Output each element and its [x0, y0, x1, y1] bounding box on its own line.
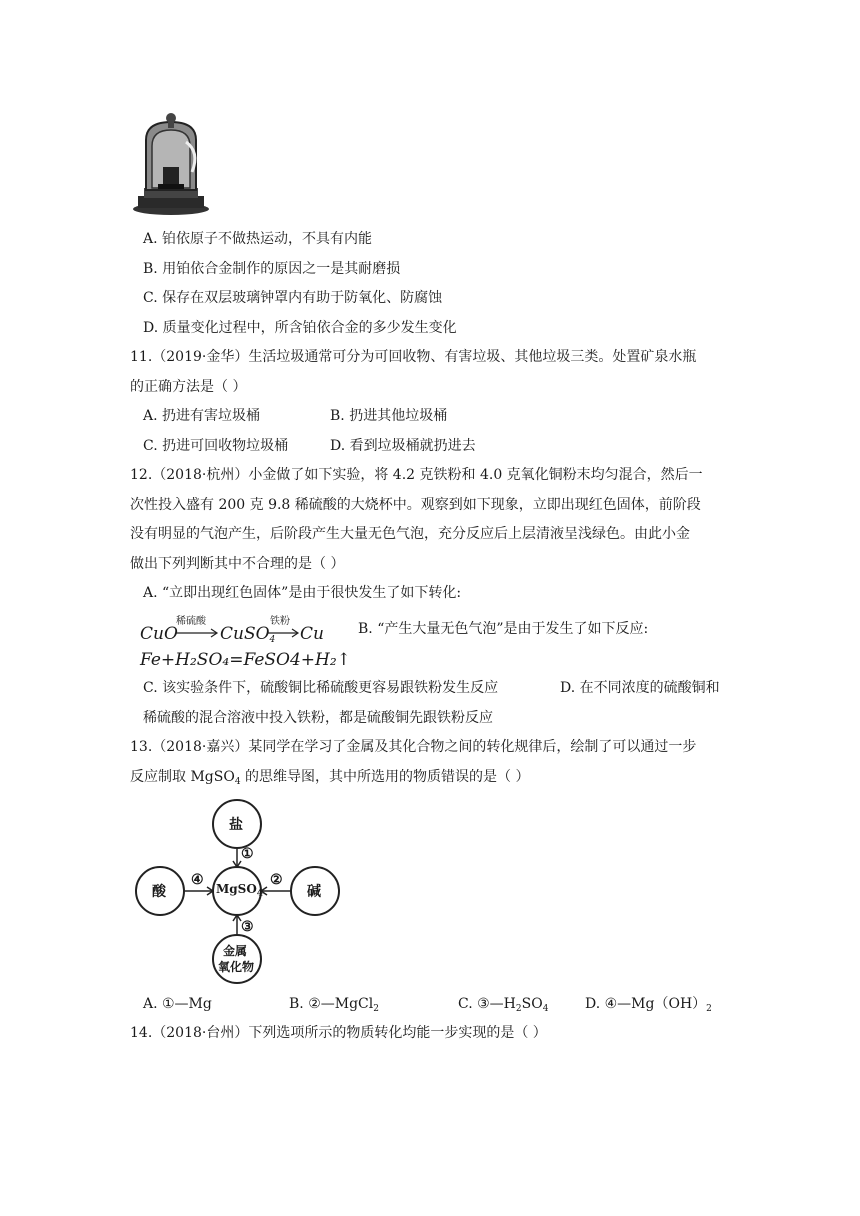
label-1: ①	[241, 846, 254, 862]
bell-jar-figure	[130, 112, 212, 216]
arrow-right-icon	[176, 628, 220, 638]
q13-stem-line1: 13.（2018·嘉兴）某同学在学习了金属及其化合物之间的转化规律后，绘制了可以通过一步	[130, 739, 697, 755]
q10-option-c: C. 保存在双层玻璃钟罩内有助于防氧化、防腐蚀	[143, 290, 443, 306]
q13-stem-line2: 反应制取 MgSO$_4$ 的思维导图，其中所选用的物质错误的是（ ）	[130, 769, 530, 787]
q12-option-d-line1: D. 在不同浓度的硫酸铜和	[560, 680, 720, 696]
q12-option-b: B. “产生大量无色气泡”是由于发生了如下反应:	[358, 621, 649, 637]
eq-arrow2-label: 铁粉	[270, 616, 290, 627]
q12-stem-line4: 做出下列判断其中不合理的是（ ）	[130, 556, 345, 572]
q12-option-d-line2: 稀硫酸的混合溶液中投入铁粉，都是硫酸铜先跟铁粉反应	[143, 710, 493, 726]
eq-cuso: CuSO	[220, 624, 270, 644]
q10-option-a: A. 铂依原子不做热运动，不具有内能	[143, 231, 373, 247]
q11-stem-line2: 的正确方法是（ ）	[130, 379, 247, 395]
node-oxide: 氧化物	[218, 960, 255, 974]
q12-option-a: A. “立即出现红色固体”是由于很快发生了如下转化:	[143, 585, 462, 601]
label-2: ②	[270, 872, 283, 888]
q11-option-c: C. 扔进可回收物垃圾桶	[143, 438, 289, 454]
eq-cuso-sub: 4	[269, 635, 276, 645]
q12-equation-a	[140, 614, 340, 648]
label-3: ③	[241, 919, 254, 935]
node-base: 碱	[307, 884, 321, 900]
arrow-right-icon	[267, 628, 301, 638]
q11-option-d: D. 看到垃圾桶就扔进去	[330, 438, 476, 454]
eq-cu: Cu	[300, 624, 324, 644]
node-center: MgSO$_4$	[216, 882, 264, 899]
q12-stem-line3: 没有明显的气泡产生，后阶段产生大量无色气泡，充分反应后上层清液呈浅绿色。由此小金	[130, 526, 690, 542]
q12-stem-line1: 12.（2018·杭州）小金做了如下实验，将 4.2 克铁粉和 4.0 克氧化铜粉末均匀混合，然后一	[130, 467, 703, 483]
eq-cuo: CuO	[140, 624, 178, 644]
q14-stem-line1: 14.（2018·台州）下列选项所示的物质转化均能一步实现的是（ ）	[130, 1025, 547, 1041]
label-4: ④	[191, 872, 204, 888]
q12-option-c: C. 该实验条件下，硫酸铜比稀硫酸更容易跟铁粉发生反应	[143, 680, 499, 696]
q10-option-b: B. 用铂依合金制作的原因之一是其耐磨损	[143, 261, 401, 277]
node-acid: 酸	[152, 884, 166, 900]
node-salt: 盐	[229, 817, 243, 833]
q13-option-a: A. ①—Mg	[143, 996, 212, 1012]
q12-equation-b: Fe+H₂SO₄=FeSO4+H₂↑	[140, 650, 351, 670]
q10-option-d: D. 质量变化过程中，所含铂依合金的多少发生变化	[143, 320, 457, 336]
mgso4-mind-map	[130, 792, 350, 987]
q11-option-a: A. 扔进有害垃圾桶	[143, 408, 261, 424]
q13-option-d: D. $④—Mg(OH)_2$	[585, 996, 712, 1014]
eq-arrow1-label: 稀硫酸	[176, 616, 206, 627]
q11-stem-line1: 11.（2019·金华）生活垃圾通常可分为可回收物、有害垃圾、其他垃圾三类。处置矿泉水瓶	[130, 349, 697, 365]
q11-option-b: B. 扔进其他垃圾桶	[330, 408, 448, 424]
q13-option-b: B. ②—MgCl$_2$	[289, 996, 379, 1014]
q12-stem-line2: 次性投入盛有 200 克 9.8 稀硫酸的大烧杯中。观察到如下现象，立即出现红色固体，前阶段	[130, 497, 701, 513]
node-metal: 金属	[223, 944, 248, 958]
q13-option-c: C. $③—H_2SO_4$	[458, 996, 549, 1014]
